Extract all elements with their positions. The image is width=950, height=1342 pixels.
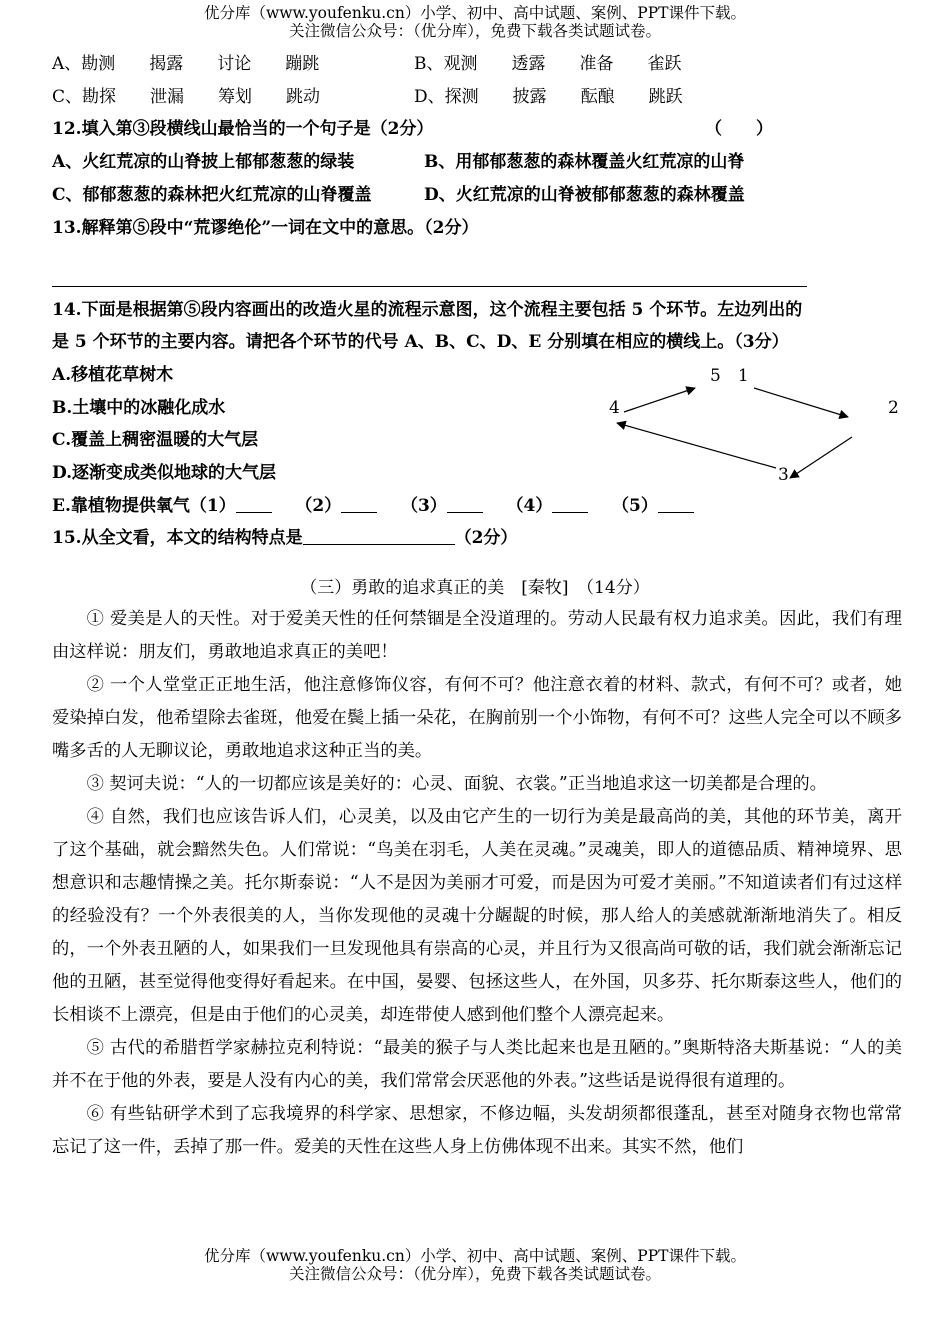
q13-answer-line: [52, 286, 807, 287]
q14-item-b: B.土壤中的冰融化成水: [52, 398, 226, 418]
mars-flow-diagram: [590, 360, 920, 490]
passage-paragraph-1: ① 爱美是人的天性。对于爱美天性的任何禁锢是全没道理的。劳动人民最有权力追求美。因此，我们有理由这样说：朋友们，勇敢地追求真正的美吧！: [52, 609, 902, 662]
q14-blank-3[interactable]: [447, 494, 483, 513]
q12-option-c: C、郁郁葱葱的森林把火红荒凉的山脊覆盖: [52, 185, 372, 205]
q12-option-b: B、用郁郁葱葱的森林覆盖火红荒凉的山脊: [424, 152, 745, 172]
q11-option-d: D、探测 披露 酝酿 跳跃: [414, 87, 683, 107]
passage-paragraph-2: ② 一个人堂堂正正地生活，他注意修饰仪容，有何不可？他注意衣着的材料、款式，有何不可？或者，她爱染掉白发，他希望除去雀斑，他爱在鬓上插一朵花，在胸前别一个小饰物，有何不可？这些人完全可以不顾多嘴多舌的人无聊议论，勇敢地追求这种正当的美。: [52, 675, 902, 761]
q12-answer-paren: （ ）: [705, 119, 773, 139]
q14-item-c: C.覆盖上稠密温暖的大气层: [52, 430, 259, 450]
q13-stem: 13.解释第⑤段中“荒谬绝伦”一词在文中的意思。（2分）: [52, 218, 479, 238]
q12-option-a: A、火红荒凉的山脊披上郁郁葱葱的绿装: [52, 152, 355, 172]
q14-blank-1[interactable]: [236, 494, 272, 513]
q14-item-e-row: [52, 494, 694, 518]
passage-paragraph-5: ⑤ 古代的希腊哲学家赫拉克利特说：“最美的猴子与人类比起来也是丑陋的。”奥斯特洛夫斯基说：“人的美并不在于他的外表，要是人没有内心的美，我们常常会厌恶他的外表。”这些话是说得很有道理的。: [52, 1038, 902, 1091]
diagram-arrow-3-to-4: [617, 423, 776, 468]
passage-paragraph-4: ④ 自然，我们也应该告诉人们，心灵美，以及由它产生的一切行为美是最高尚的美，其他的环节美，离开了这个基础，就会黯然失色。人们常说：“鸟美在羽毛，人美在灵魂。”灵魂美，即人的道德品质、精神境界、思想意识和志趣情操之美。托尔斯泰说：“人不是因为美丽才可爱，而是因为可爱才美丽。”不知道读者们有过这样的经验没有？一个外表很美的人，当你发现他的灵魂十分龌龊的时候，那人给人的美感就渐渐地消失了。相反的，一个外表丑陋的人，如果我们一旦发现他具有崇高的心灵，并且行为又很高尚可敬的话，我们就会渐渐忘记他的丑陋，甚至觉得他变得好看起来。在中国，晏婴、包拯这些人，在外国，贝多芬、托尔斯泰这些人，他们的长相谈不上漂亮，但是由于他们的心灵美，却连带使人感到他们整个人漂亮起来。: [52, 807, 902, 1025]
q15-answer-blank[interactable]: [303, 526, 455, 545]
q11-option-b: B、观测 透露 准备 雀跃: [414, 54, 682, 74]
diagram-label-left: 4: [609, 398, 620, 418]
q11-option-a: A、勘测 揭露 讨论 蹦跳: [52, 54, 320, 74]
q12-option-d: D、火红荒凉的山脊被郁郁葱葱的森林覆盖: [424, 185, 745, 205]
q14-blank-4[interactable]: [552, 494, 588, 513]
diagram-label-right: 2: [888, 398, 899, 418]
diagram-arrow-4-to-1: [624, 388, 695, 412]
diagram-label-bottom: 3: [778, 465, 789, 485]
q15-stem: 15.从全文看，本文的结构特点是: [52, 528, 303, 548]
q14-blank-label-1: （1）: [189, 496, 236, 516]
header-line-1: 优分库（www.youfenku.cn）小学、初中、高中试题、案例、PPT课件下载。: [203, 4, 747, 22]
q14-blank-label-3: （3）: [400, 496, 447, 516]
q14-item-d: D.逐渐变成类似地球的大气层: [52, 463, 277, 483]
q11-option-c: C、勘探 泄漏 筹划 跳动: [52, 87, 321, 107]
header-line-2: 关注微信公众号：（优分库），免费下载各类试题试卷。: [288, 22, 661, 40]
passage-paragraph-3: ③ 契诃夫说：“人的一切都应该是美好的：心灵、面貌、衣裳。”正当地追求这一切美都是合理的。: [86, 774, 827, 794]
q14-blank-2[interactable]: [341, 494, 377, 513]
diagram-arrow-1-to-2: [754, 388, 848, 417]
q15-points: （2分）: [454, 528, 518, 548]
footer-line-1: 优分库（www.youfenku.cn）小学、初中、高中试题、案例、PPT课件下载。: [203, 1247, 747, 1265]
q14-blank-label-2: （2）: [295, 496, 342, 516]
diagram-arrow-2-to-3: [790, 437, 852, 478]
q14-item-a: A.移植花草树木: [52, 365, 174, 385]
q14-blank-label-4: （4）: [506, 496, 553, 516]
q15-row: [52, 526, 517, 550]
section3-passage: [52, 603, 902, 1164]
passage-paragraph-6: ⑥ 有些钻研学术到了忘我境界的科学家、思想家，不修边幅，头发胡须都很蓬乱，甚至对随身衣物也常常忘记了这一件，丢掉了那一件。爱美的天性在这些人身上仿佛体现不出来。其实不然，他们: [52, 1104, 902, 1157]
q14-blank-label-5: （5）: [612, 496, 658, 516]
q12-stem: 12.填入第③段横线山最恰当的一个句子是（2分）: [52, 119, 434, 139]
q14-line-1: 14.下面是根据第⑤段内容画出的改造火星的流程示意图，这个流程主要包括 5 个环节。左边列出的: [52, 300, 803, 320]
q14-blank-5[interactable]: [658, 494, 694, 513]
footer-line-2: 关注微信公众号：（优分库），免费下载各类试题试卷。: [288, 1265, 661, 1283]
q14-line-2: 是 5 个环节的主要内容。请把各个环节的代号 A、B、C、D、E 分别填在相应的横线上。（3分）: [52, 332, 789, 352]
section3-title: （三）勇敢的追求真正的美 [秦牧] （14分）: [300, 578, 650, 598]
q14-item-e: E.靠植物提供氧气: [52, 496, 190, 516]
diagram-label-top: 5 1: [710, 366, 749, 386]
